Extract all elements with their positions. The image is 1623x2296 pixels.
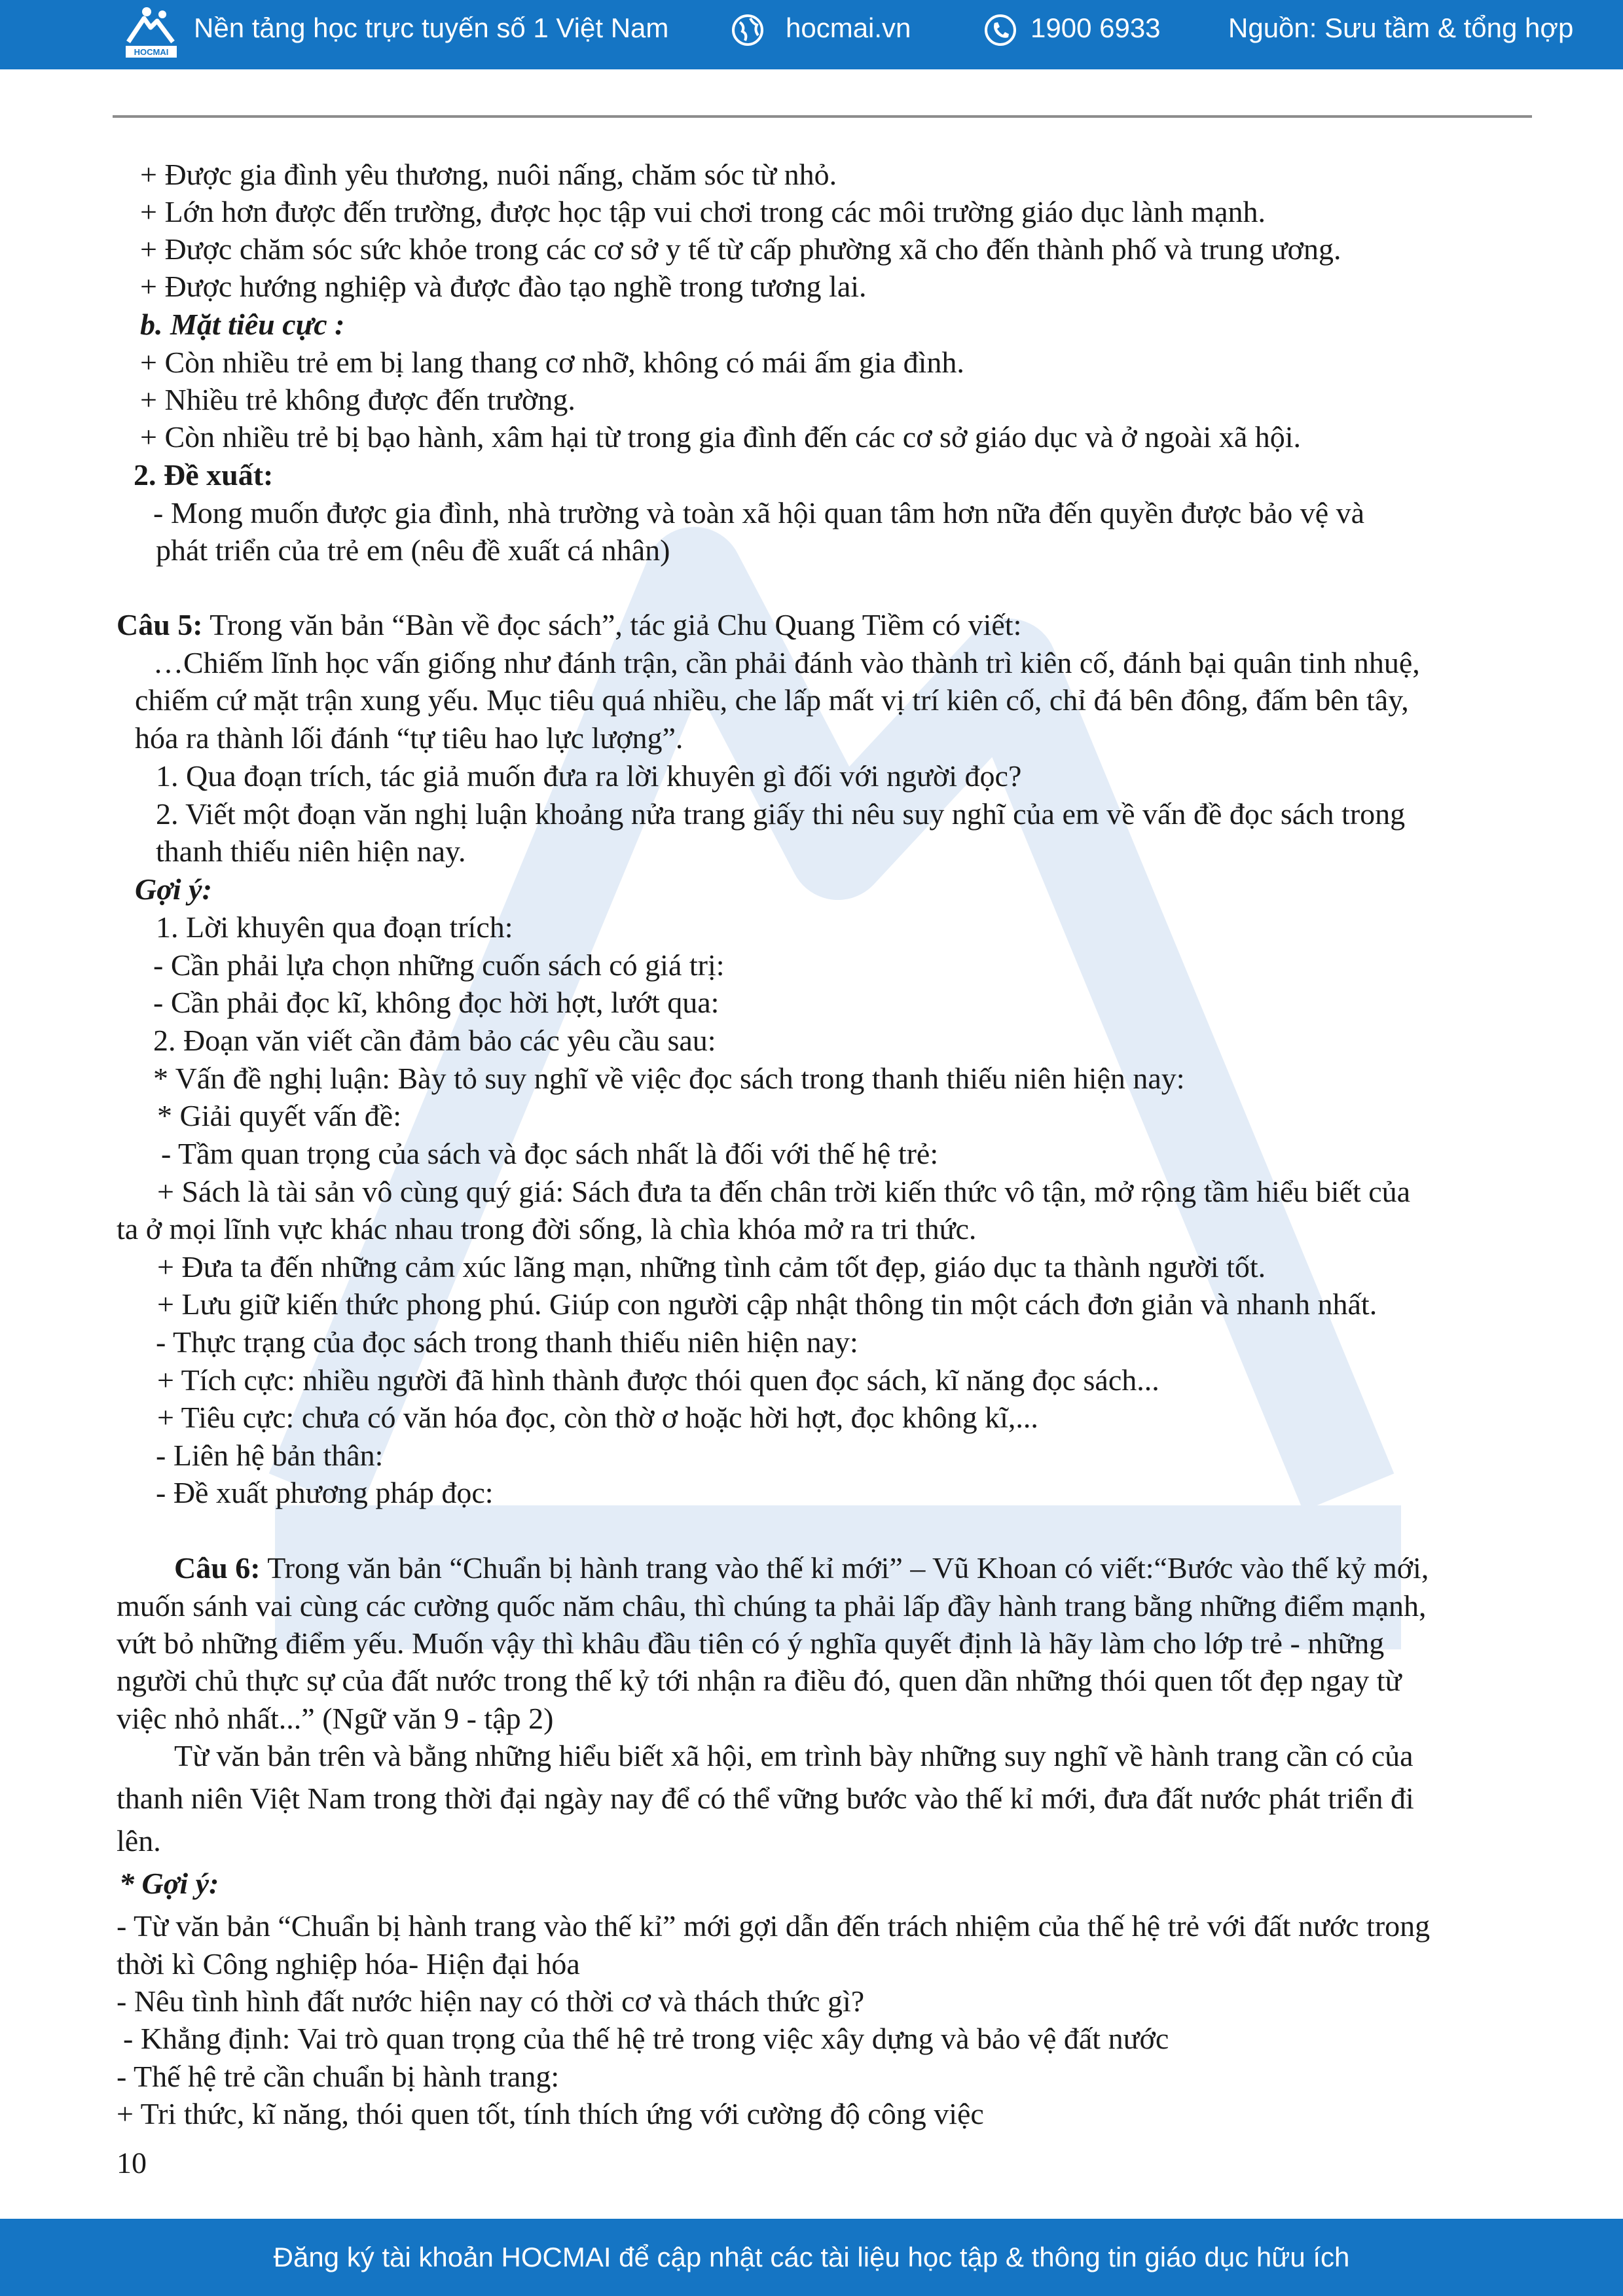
text-line: lên. xyxy=(117,1824,161,1857)
text-line: - Đề xuất phương pháp đọc: xyxy=(156,1476,494,1509)
text-line: * Giải quyết vấn đề: xyxy=(157,1099,402,1132)
question-label: Câu 5: xyxy=(117,608,203,641)
page-number: 10 xyxy=(117,2146,147,2179)
text-line: + Tri thức, kĩ năng, thói quen tốt, tính thích ứng với cường độ công việc xyxy=(117,2097,984,2130)
text-line: 1. Qua đoạn trích, tác giả muốn đưa ra lời khuyên gì đối với người đọc? xyxy=(156,759,1022,793)
text-line: việc nhỏ nhất...” (Ngữ văn 9 - tập 2) xyxy=(117,1702,554,1735)
text-line: Từ văn bản trên và bằng những hiểu biết xã hội, em trình bày những suy nghĩ về hành trang cần có của xyxy=(174,1739,1413,1772)
text-line: 2. Đoạn văn viết cần đảm bảo các yêu cầu sau: xyxy=(153,1024,716,1057)
text-line: - Từ văn bản “Chuẩn bị hành trang vào thế kỉ” mới gợi dẫn đến trách nhiệm của thế hệ trẻ với đất nước trong xyxy=(117,1909,1431,1943)
text-line: chiếm cứ mặt trận xung yếu. Mục tiêu quá nhiều, che lấp mất vị trí kiên cố, chỉ đá bên đông, đấm bên tây, xyxy=(135,683,1409,717)
section-heading: b. Mặt tiêu cực : xyxy=(140,308,345,341)
text-line: + Lưu giữ kiến thức phong phú. Giúp con người cập nhật thông tin một cách đơn giản và nhanh nhất. xyxy=(157,1287,1377,1321)
text-line: - Tầm quan trọng của sách và đọc sách nhất là đối với thế hệ trẻ: xyxy=(161,1137,939,1170)
question-6-line: Câu 6: Trong văn bản “Chuẩn bị hành trang vào thế kỉ mới” – Vũ Khoan có viết:“Bước vào thế kỷ mới, xyxy=(174,1551,1429,1585)
footer-signup-link[interactable]: Đăng ký tài khoản HOCMAI để cập nhật các tài liệu học tập & thông tin giáo dục hữu ích xyxy=(273,2242,1350,2272)
hint-heading: * Gợi ý: xyxy=(119,1867,219,1900)
text-line: + Tích cực: nhiều người đã hình thành được thói quen đọc sách, kĩ năng đọc sách... xyxy=(157,1363,1159,1397)
text-line: - Cần phải đọc kĩ, không đọc hời hợt, lướt qua: xyxy=(153,986,720,1019)
text-line: + Còn nhiều trẻ bị bạo hành, xâm hại từ trong gia đình đến các cơ sở giáo dục và ở ngoài xã hội. xyxy=(140,420,1302,454)
text-line: muốn sánh vai cùng các cường quốc năm châu, thì chúng ta phải lấp đầy hành trang bằng những điểm mạnh, xyxy=(117,1589,1427,1623)
text-line: 1. Lời khuyên qua đoạn trích: xyxy=(156,910,513,944)
slogan: Nền tảng học trực tuyến số 1 Việt Nam xyxy=(194,12,669,43)
text-line: thời kì Công nghiệp hóa- Hiện đại hóa xyxy=(117,1947,580,1981)
text-line: - Nêu tình hình đất nước hiện nay có thời cơ và thách thức gì? xyxy=(117,1984,865,2018)
text-line: - Mong muốn được gia đình, nhà trường và toàn xã hội quan tâm hơn nữa đến quyền được bảo vệ và xyxy=(153,496,1365,529)
text-line: thanh thiếu niên hiện nay. xyxy=(156,834,466,868)
text-line: + Còn nhiều trẻ em bị lang thang cơ nhỡ, không có mái ấm gia đình. xyxy=(140,346,964,379)
footer-bar xyxy=(0,2219,1623,2296)
text-line: 2. Viết một đoạn văn nghị luận khoảng nửa trang giấy thi nêu suy nghĩ của em về vấn đề đọc sách trong xyxy=(156,797,1406,831)
website-link[interactable]: hocmai.vn xyxy=(786,12,911,43)
text-line: - Thực trạng của đọc sách trong thanh thiếu niên hiện nay: xyxy=(156,1325,858,1359)
section-heading: 2. Đề xuất: xyxy=(134,458,274,492)
question-5-line: Câu 5: Trong văn bản “Bàn về đọc sách”, tác giả Chu Quang Tiềm có viết: xyxy=(117,608,1022,641)
text-line: …Chiếm lĩnh học vấn giống như đánh trận, cần phải đánh vào thành trì kiên cố, đánh bại quân tinh nhuệ, xyxy=(153,646,1420,679)
text-line: + Đưa ta đến những cảm xúc lãng mạn, những tình cảm tốt đẹp, giáo dục ta thành người tốt. xyxy=(157,1250,1266,1283)
text-line: + Được hướng nghiệp và được đào tạo nghề trong tương lai. xyxy=(140,270,867,303)
text-line: ta ở mọi lĩnh vực khác nhau trong đời sống, là chìa khóa mở ra tri thức. xyxy=(117,1212,977,1246)
text-line: * Vấn đề nghị luận: Bày tỏ suy nghĩ về việc đọc sách trong thanh thiếu niên hiện nay: xyxy=(153,1062,1185,1095)
text-line: - Thế hệ trẻ cần chuẩn bị hành trang: xyxy=(117,2060,560,2093)
text-line: + Nhiều trẻ không được đến trường. xyxy=(140,383,575,416)
hint-heading: Gợi ý: xyxy=(135,872,212,906)
logo-text: HOCMAI xyxy=(134,47,169,57)
text-line: + Được chăm sóc sức khỏe trong các cơ sở y tế từ cấp phường xã cho đến thành phố và trung ương. xyxy=(140,232,1341,266)
phone-number[interactable]: 1900 6933 xyxy=(1030,12,1161,43)
text-line: + Được gia đình yêu thương, nuôi nấng, chăm sóc từ nhỏ. xyxy=(140,158,837,191)
source-note: Nguồn: Sưu tầm & tổng hợp xyxy=(1228,12,1574,43)
text-line: - Khẳng định: Vai trò quan trọng của thế hệ trẻ trong việc xây dựng và bảo vệ đất nước xyxy=(123,2022,1169,2055)
text-line: vứt bỏ những điểm yếu. Muốn vậy thì khâu đầu tiên có ý nghĩa quyết định là hãy làm cho lớp trẻ - những xyxy=(117,1626,1385,1660)
text-line: + Lớn hơn được đến trường, được học tập vui chơi trong các môi trường giáo dục lành mạnh. xyxy=(140,195,1266,228)
text-line: thanh niên Việt Nam trong thời đại ngày nay để có thể vững bước vào thế kỉ mới, đưa đất nước phát triển đi xyxy=(117,1782,1414,1815)
question-label: Câu 6: xyxy=(174,1551,261,1585)
text-line: + Tiêu cực: chưa có văn hóa đọc, còn thờ ơ hoặc hời hợt, đọc không kĩ,... xyxy=(157,1401,1038,1434)
text-line: - Liên hệ bản thân: xyxy=(156,1439,384,1472)
text-line: - Cần phải lựa chọn những cuốn sách có giá trị: xyxy=(153,948,725,982)
text-line: hóa ra thành lối đánh “tự tiêu hao lực lượng”. xyxy=(135,721,684,755)
text-line: + Sách là tài sản vô cùng quý giá: Sách đưa ta đến chân trời kiến thức vô tận, mở rộng tầm hiểu biết của xyxy=(157,1175,1411,1208)
text-line: người chủ thực sự của đất nước trong thế kỷ tới nhận ra điều đó, quen dần những thói quen tốt đẹp ngay từ xyxy=(117,1664,1402,1697)
text-line: phát triển của trẻ em (nêu đề xuất cá nhân) xyxy=(156,533,670,567)
